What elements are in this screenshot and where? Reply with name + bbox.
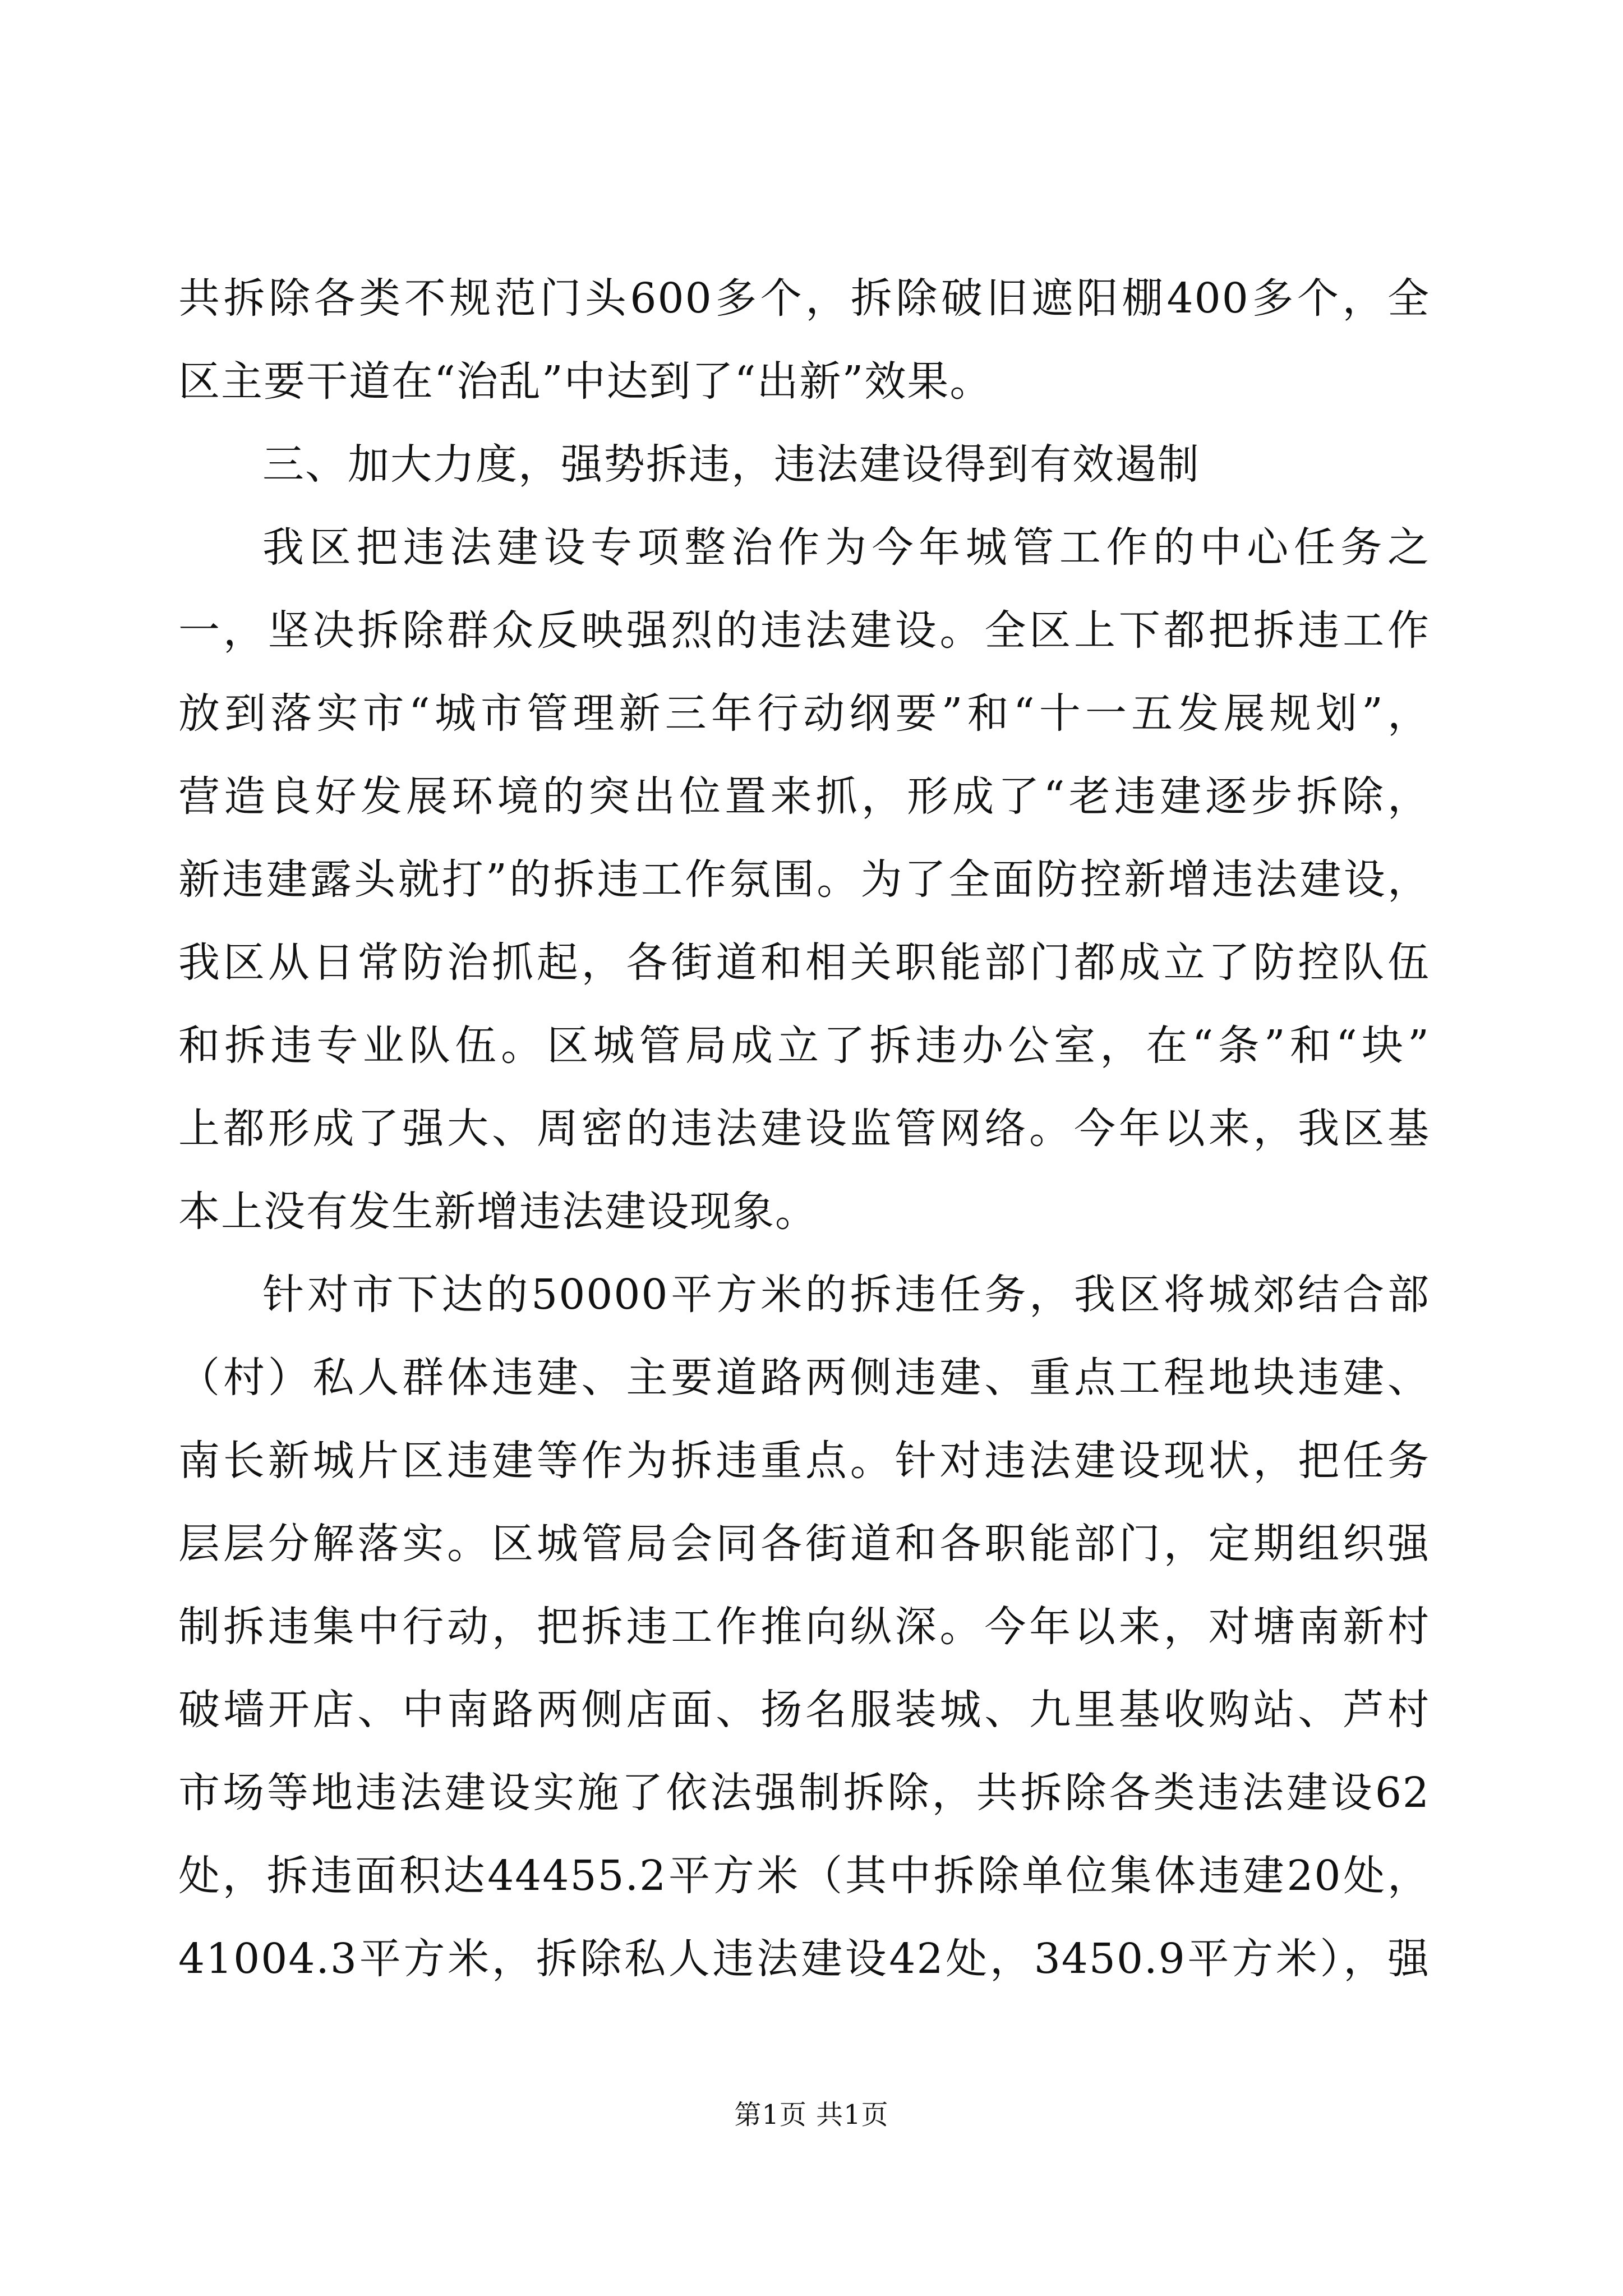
text-line: 我区从日常防治抓起，各街道和相关职能部门都成立了防控队伍 bbox=[178, 938, 1430, 987]
text-line: 新违建露头就打”的拆违工作氛围。为了全面防控新增违法建设， bbox=[178, 855, 1430, 904]
text-line: 共拆除各类不规范门头600多个，拆除破旧遮阳棚400多个，全 bbox=[178, 274, 1430, 323]
text-line: 我区把违法建设专项整治作为今年城管工作的中心任务之 bbox=[262, 523, 1430, 572]
text-line: 区主要干道在“治乱”中达到了“出新”效果。 bbox=[178, 357, 993, 406]
text-line: 41004.3平方米，拆除私人违法建设42处，3450.9平方米），强 bbox=[178, 1935, 1430, 1983]
text-line: 南长新城片区违建等作为拆违重点。针对违法建设现状，把任务 bbox=[178, 1437, 1430, 1485]
text-line: 上都形成了强大、周密的违法建设监管网络。今年以来，我区基 bbox=[178, 1105, 1430, 1153]
text-line: 和拆违专业队伍。区城管局成立了拆违办公室，在“条”和“块” bbox=[178, 1022, 1430, 1070]
text-line: 市场等地违法建设实施了依法强制拆除，共拆除各类违法建设62 bbox=[178, 1769, 1430, 1817]
text-line: 营造良好发展环境的突出位置来抓，形成了“老违建逐步拆除， bbox=[178, 772, 1430, 821]
text-line: 一，坚决拆除群众反映强烈的违法建设。全区上下都把拆违工作 bbox=[178, 606, 1430, 655]
text-line: 制拆违集中行动，把拆违工作推向纵深。今年以来，对塘南新村 bbox=[178, 1603, 1430, 1651]
text-line: （村）私人群体违建、主要道路两侧违建、重点工程地块违建、 bbox=[178, 1354, 1430, 1402]
section-heading: 三、加大力度，强势拆违，违法建设得到有效遏制 bbox=[262, 440, 1200, 489]
text-line: 针对市下达的50000平方米的拆违任务，我区将城郊结合部 bbox=[262, 1271, 1430, 1319]
page-footer: 第1页 共1页 bbox=[734, 2099, 889, 2131]
text-line: 处，拆违面积达44455.2平方米（其中拆除单位集体违建20处， bbox=[178, 1852, 1430, 1900]
text-line: 本上没有发生新增违法建设现象。 bbox=[178, 1188, 818, 1236]
text-line: 破墙开店、中南路两侧店面、扬名服装城、九里基收购站、芦村 bbox=[178, 1686, 1430, 1734]
document-body bbox=[178, 257, 1430, 2000]
text-line: 层层分解落实。区城管局会同各街道和各职能部门，定期组织强 bbox=[178, 1520, 1430, 1568]
text-line: 放到落实市“城市管理新三年行动纲要”和“十一五发展规划”， bbox=[178, 689, 1430, 738]
